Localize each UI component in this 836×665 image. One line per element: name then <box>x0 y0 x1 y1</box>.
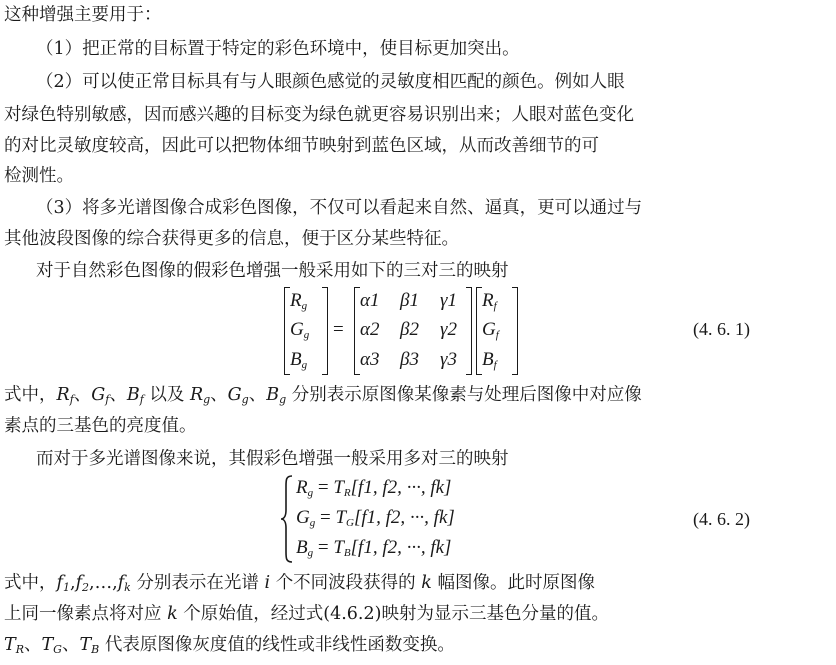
paragraph-three-to-three: 对于自然彩色图像的假彩色增强一般采用如下的三对三的映射 <box>36 261 509 281</box>
matrix-b1: β1 <box>400 290 419 311</box>
matrix-a2: α2 <box>360 319 380 340</box>
list-item-1: （1）把正常的目标置于特定的彩色环境中，使目标更加突出。 <box>36 39 520 59</box>
matrix-b3: β3 <box>400 349 419 370</box>
matrix-c1: γ1 <box>440 290 457 311</box>
list-item-3-line1: （3）将多光谱图像合成彩色图像，不仅可以看起来自然、逼真，更可以通过与 <box>36 198 643 218</box>
eq2-row-g: $G_g = T_G[f1$, f2, ···, fk] <box>296 507 455 529</box>
list-item-3-line2: 其他波段图像的综合获得更多的信息，便于区分某些特征。 <box>4 229 459 249</box>
lhs-b: $B_g$ <box>290 349 308 371</box>
paragraph-multispectral-line1: 式中，$f_1,f_2,\dots,f_k$ 分别表示在光谱 i 个不同波段获得的 k 幅图像。此时原图像 <box>4 573 595 594</box>
rhs-r: $R_f$ <box>482 290 497 312</box>
list-item-2-line2: 对绿色特别敏感，因而感兴趣的目标变为绿色就更容易识别出来；人眼对蓝色变化 <box>4 105 634 125</box>
equation-number-2: (4. 6. 2) <box>693 509 750 529</box>
paragraph-multispectral-line2: 上同一像素点将对应 k 个原始值，经过式(4.6.2)映射为显示三基色分量的值。 <box>4 604 609 624</box>
list-item-2-line4: 检测性。 <box>4 166 74 186</box>
curly-brace <box>280 474 294 564</box>
matrix-b2: β2 <box>400 319 419 340</box>
rhs-b: $B_f$ <box>482 349 497 371</box>
paragraph-definitions-line2: 素点的三基色的亮度值。 <box>4 416 197 436</box>
equals-sign: = <box>333 319 344 340</box>
paragraph-intro: 这种增强主要用于： <box>4 5 162 25</box>
lhs-r: $R_g$ <box>290 290 308 312</box>
eq2-row-r: $R_g = T_R[f1$, f2, ···, fk] <box>296 477 452 499</box>
list-item-2-line1: （2）可以使正常目标具有与人眼颜色感觉的灵敏度相匹配的颜色。例如人眼 <box>36 72 625 92</box>
paragraph-many-to-three: 而对于多光谱图像来说，其假彩色增强一般采用多对三的映射 <box>36 449 509 469</box>
matrix-c3: γ3 <box>440 349 457 370</box>
lhs-g: $G_g$ <box>290 319 310 341</box>
paragraph-definitions-line1: 式中，$R_f$、$G_f$、$B_f$ 以及 $R_g$、$G_g$、$B_g$ 分别表示原图像某像素与处理后图像中对应像 <box>4 385 642 406</box>
matrix-c2: γ2 <box>440 319 457 340</box>
eq2-row-b: $B_g = T_B[f1$, f2, ···, fk] <box>296 537 452 559</box>
matrix-a3: α3 <box>360 349 380 370</box>
equation-number-1: (4. 6. 1) <box>693 319 750 339</box>
rhs-g: $G_f$ <box>482 319 499 341</box>
matrix-a1: α1 <box>360 290 380 311</box>
paragraph-transform: $T_R$、$T_G$、$T_B$ 代表原图像灰度值的线性或非线性函数变换。 <box>4 635 455 656</box>
list-item-2-line3: 的对比灵敏度较高，因此可以把物体细节映射到蓝色区域，从而改善细节的可 <box>4 136 599 156</box>
